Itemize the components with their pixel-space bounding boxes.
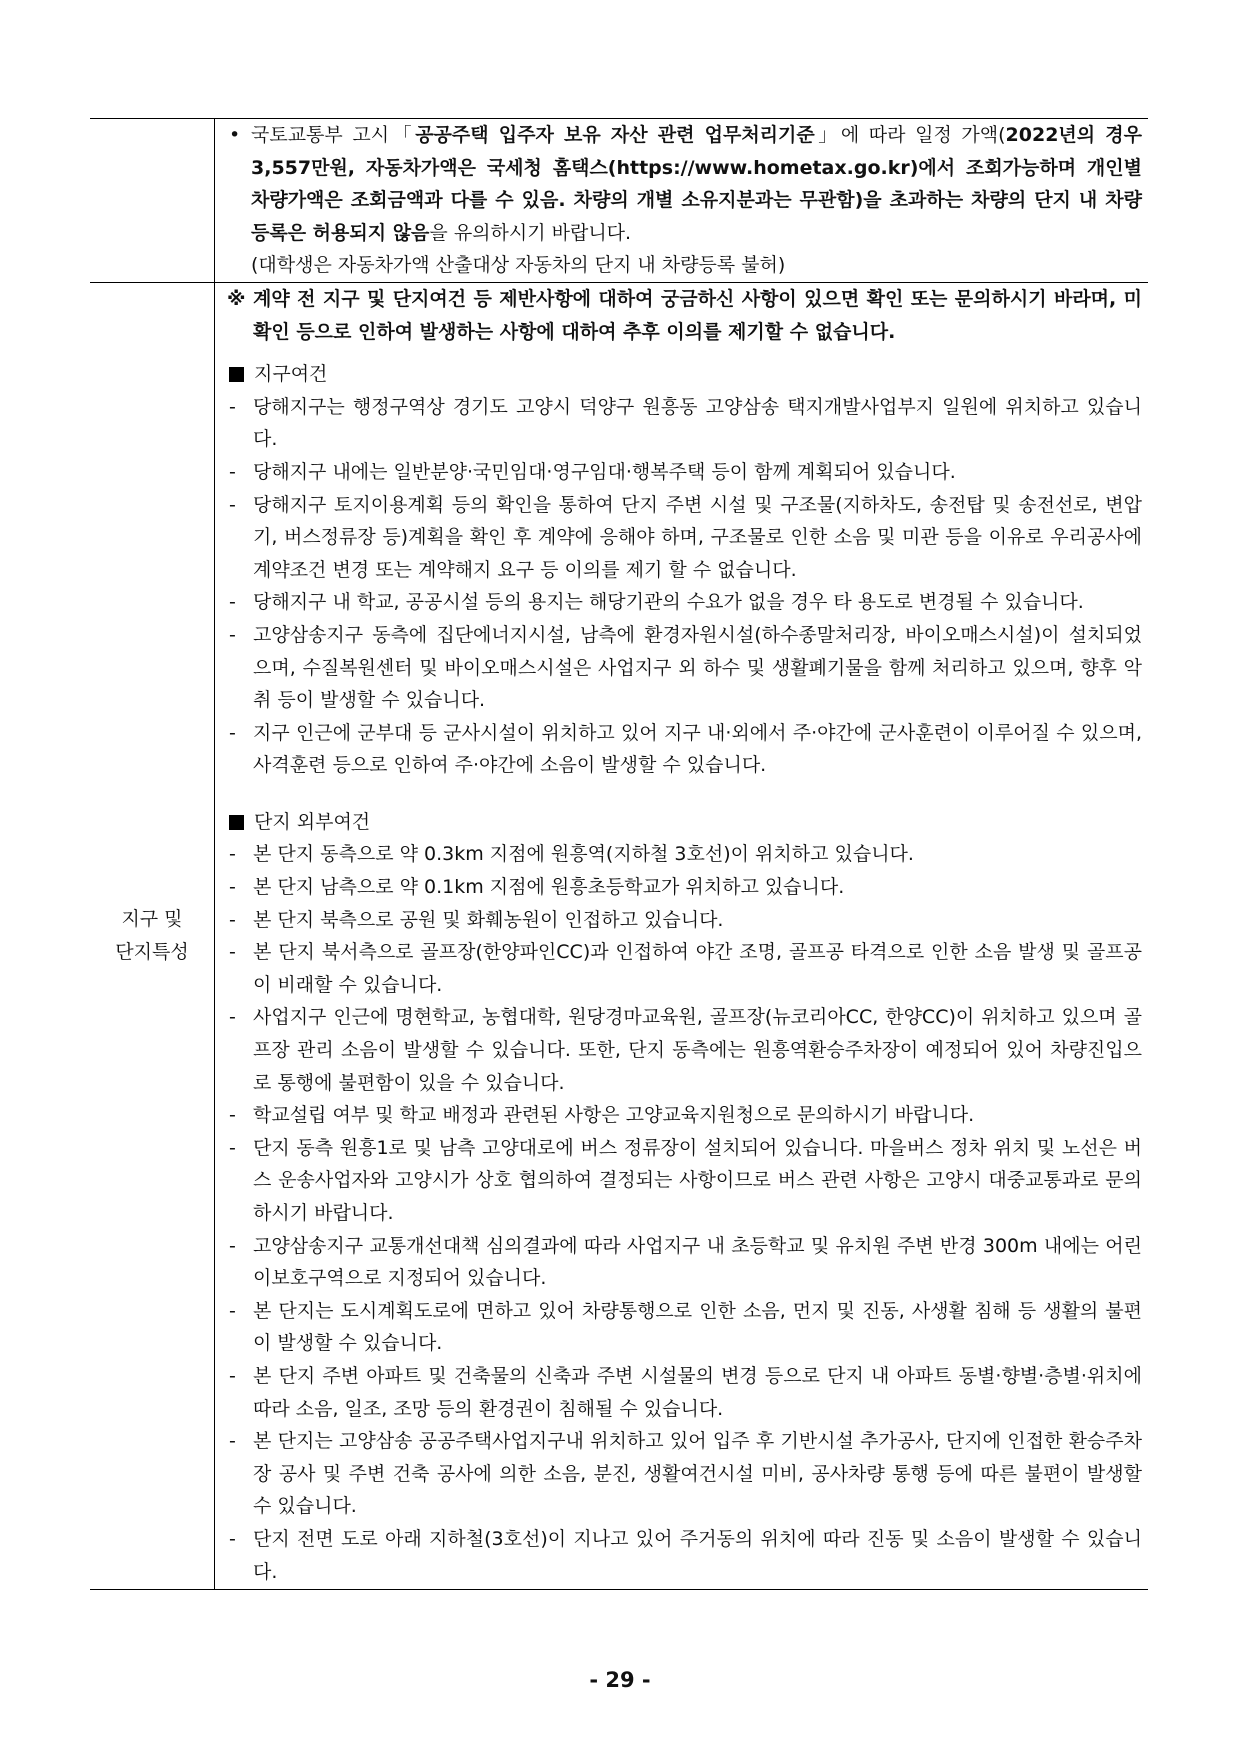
row-content-vehicle [215,119,1149,283]
student-vehicle-note: (대학생은 자동차가액 산출대상 자동차의 단지 내 차량등록 불허) [251,254,786,277]
reference-mark-icon: ※ [227,287,246,310]
external-conditions-list [225,838,1142,1588]
vehicle-notice-bullet [225,119,1142,249]
section-district-title: 지구여건 [254,363,328,386]
page-number: - 29 - [589,1668,651,1692]
black-square-icon [229,815,244,830]
section-external-title: 단지 외부여건 [254,810,371,833]
list-item: - 당해지구 토지이용계획 등의 확인을 통하여 단지 주변 시설 및 구조물(지하차도, 송전탑 및 송전선로, 변압기, 버스정류장 등)계획을 확인 후 계약에 응해야 하며, 구조물로 인한 소음 및 미관 등을 이유로 우리공사에 계약조건 변경 또는 계약해지 요구 등 이의를 제기 할 수 없습니다. [229,493,1142,581]
district-label-line1: 지구 및 [121,908,183,931]
contract-notice-text: 계약 전 지구 및 단지여건 등 제반사항에 대하여 궁금하신 사항이 있으면 확인 또는 문의하시기 바라며, 미확인 등으로 인하여 발생하는 사항에 대하여 추후 이의를 제기할 수 없습니다. [253,287,1142,343]
list-item: - 당해지구 내에는 일반분양·국민임대·영구임대·행복주택 등이 함께 계획되어 있습니다. [229,460,956,483]
list-item: - 본 단지 주변 아파트 및 건축물의 신축과 주변 시설물의 변경 등으로 단지 내 아파트 동별·향별·층별·위치에 따라 소음, 일조, 조망 등의 환경권이 침해될 수 있습니다. [229,1364,1142,1420]
district-label-line2: 단지특성 [115,941,189,964]
list-item: - 고양삼송지구 교통개선대책 심의결과에 따라 사업지구 내 초등학교 및 유치원 주변 반경 300m 내에는 어린이보호구역으로 지정되어 있습니다. [229,1234,1142,1290]
row-content-district [215,282,1149,1589]
vehicle-bold-1: 공공주택 입주자 보유 자산 관련 업무처리기준 [415,124,815,146]
table-row-district [90,282,1148,1589]
list-item: - 고양삼송지구 동측에 집단에너지시설, 남측에 환경자원시설(하수종말처리장, 바이오매스시설)이 설치되었으며, 수질복원센터 및 바이오매스시설은 사업지구 외 하수 및 생활폐기물을 함께 처리하고 있으며, 향후 악취 등이 발생할 수 있습니다. [229,623,1142,712]
list-item: - 본 단지 북측으로 공원 및 화훼농원이 인접하고 있습니다. [229,908,724,931]
list-item: - 사업지구 인근에 명현학교, 농협대학, 원당경마교육원, 골프장(뉴코리아CC, 한양CC)이 위치하고 있으며 골프장 관리 소음이 발생할 수 있습니다. 또한, 단지 동측에는 원흥역환승주차장이 예정되어 있어 차량진입으로 통행에 불편함이 있을 수 있습니다. [229,1006,1142,1094]
list-item: - 본 단지 남측으로 약 0.1km 지점에 원흥초등학교가 위치하고 있습니다. [229,876,845,899]
list-item: - 단지 동측 원흥1로 및 남측 고양대로에 버스 정류장이 설치되어 있습니다. 마을버스 정차 위치 및 노선은 버스 운송사업자와 고양시가 상호 협의하여 결정되는 사항이므로 버스 관련 사항은 고양시 대중교통과로 문의하시기 바랍니다. [229,1136,1142,1224]
list-item: - 본 단지 동측으로 약 0.3km 지점에 원흥역(지하철 3호선)이 위치하고 있습니다. [229,843,914,866]
list-item: - 당해지구는 행정구역상 경기도 고양시 덕양구 원흥동 고양삼송 택지개발사업부지 일원에 위치하고 있습니다. [229,395,1142,451]
section-external-conditions [225,806,1142,839]
section-district-conditions [225,358,1142,391]
list-item: - 본 단지는 고양삼송 공공주택사업지구내 위치하고 있어 입주 후 기반시설 추가공사, 단지에 인접한 환승주차장 공사 및 주변 건축 공사에 의한 소음, 분진, 생활여건시설 미비, 공사차량 통행 등에 따른 불편이 발생할 수 있습니다. [229,1430,1142,1518]
vehicle-text-2: 」에 따라 일정 가액( [814,124,1006,146]
vehicle-text-1: 국토교통부 고시「 [251,124,416,146]
black-square-icon [229,367,244,382]
district-conditions-list [225,391,1142,782]
vehicle-text-3: 을 유의하시기 바랍니다. [429,221,632,244]
conditions-table [90,118,1148,1590]
list-item: - 당해지구 내 학교, 공공시설 등의 용지는 해당기관의 수요가 없을 경우 타 용도로 변경될 수 있습니다. [229,591,1084,614]
list-item: - 본 단지는 도시계획도로에 면하고 있어 차량통행으로 인한 소음, 먼지 및 진동, 사생활 침해 등 생활의 불편이 발생할 수 있습니다. [229,1299,1142,1355]
row-label-empty [90,119,215,283]
vehicle-bold-2: 2022년의 경우 3,557만원, 자동차가액은 국세청 홈택스(https://www.hometax.go.kr)에서 조회가능하며 개인별 차량가액은 조회금액과 다를 수 있음. 차량의 개별 소유지분과는 무관함)을 초과하는 차량의 단지 내 차량등록은 허용되지 않음 [251,124,1142,244]
row-label-district [90,282,215,1589]
list-item: - 지구 인근에 군부대 등 군사시설이 위치하고 있어 지구 내·외에서 주·야간에 군사훈련이 이루어질 수 있으며, 사격훈련 등으로 인하여 주·야간에 소음이 발생할 수 있습니다. [229,721,1142,777]
contract-notice [225,283,1142,348]
list-item: - 학교설립 여부 및 학교 배정과 관련된 사항은 고양교육지원청으로 문의하시기 바랍니다. [229,1104,975,1127]
list-item: - 본 단지 북서측으로 골프장(한양파인CC)과 인접하여 야간 조명, 골프공 타격으로 인한 소음 발생 및 골프공이 비래할 수 있습니다. [229,941,1142,996]
table-row-vehicle [90,119,1148,283]
district-label [90,283,214,1589]
list-item: - 단지 전면 도로 아래 지하철(3호선)이 지나고 있어 주거동의 위치에 따라 진동 및 소음이 발생할 수 있습니다. [229,1527,1142,1583]
